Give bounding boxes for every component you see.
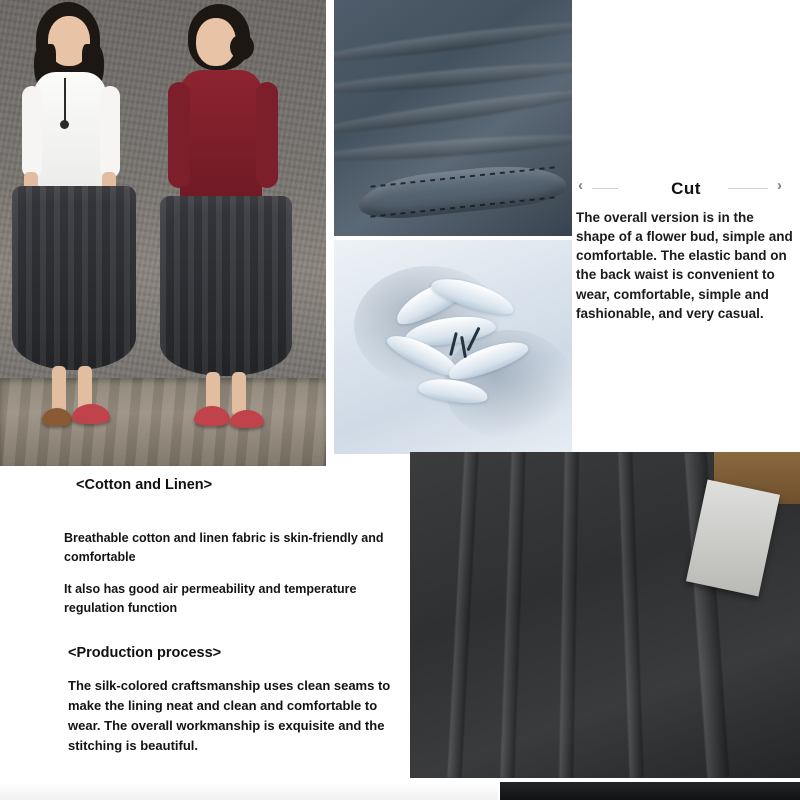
red-sweater [180,70,262,202]
fabric-detail-photo [410,452,800,778]
bottom-white-strip [0,782,498,800]
fabric-pleat [559,452,579,778]
sleeve-right [100,86,120,178]
divider-left [592,188,618,189]
chevron-right-icon[interactable]: › [777,177,782,194]
fabric-pleat [447,452,478,778]
fabric-fold [334,130,572,166]
fabric-pleat [500,452,525,778]
skirt-hem-photo [334,0,572,236]
cotton-linen-body-2: It also has good air permeability and temperature regulation function [64,582,357,615]
cut-callout-panel [572,164,800,344]
chevron-left-icon[interactable]: ‹ [578,177,583,194]
two-models-photo [0,0,326,466]
white-top [34,72,106,190]
hair-bun [230,34,254,60]
divider-right [728,188,768,189]
sleeve-left [22,86,42,178]
sleeve-left [168,82,190,188]
production-process-body: The silk-colored craftsmanship uses clean seams to make the lining neat and clean and comfortable to wear. The overall workmanship is exquisite and the stitching is beautiful. [68,678,391,754]
shoe [72,404,110,424]
necklace-chain [64,78,66,122]
fabric-pleat [618,452,643,778]
bottom-dark-strip [500,782,800,800]
cut-description: The overall version is in the shape of a flower bud, simple and comfortable. The elastic band on the back waist is convenient to wear, comfortable, simple and fashionable, and very casual. [576,210,793,321]
fabric-fold [334,17,572,68]
skirt [160,196,292,376]
leg [52,366,66,414]
sleeve-right [256,82,278,188]
cut-header [572,172,800,206]
shoe [230,410,264,428]
fabric-fold [334,84,572,140]
necklace-pendant [60,120,69,129]
production-process-heading: <Production process> [68,645,222,661]
shoe [194,406,230,426]
shoe [42,408,72,426]
skirt [12,186,136,370]
ink-flower-photo [334,240,572,454]
cotton-linen-heading: <Cotton and Linen> [76,477,213,493]
cotton-linen-body-1: Breathable cotton and linen fabric is skin-friendly and comfortable [64,531,384,564]
fabric-fold [334,58,572,99]
model-right [160,0,310,450]
cut-title: Cut [671,179,701,198]
model-left [8,0,148,450]
